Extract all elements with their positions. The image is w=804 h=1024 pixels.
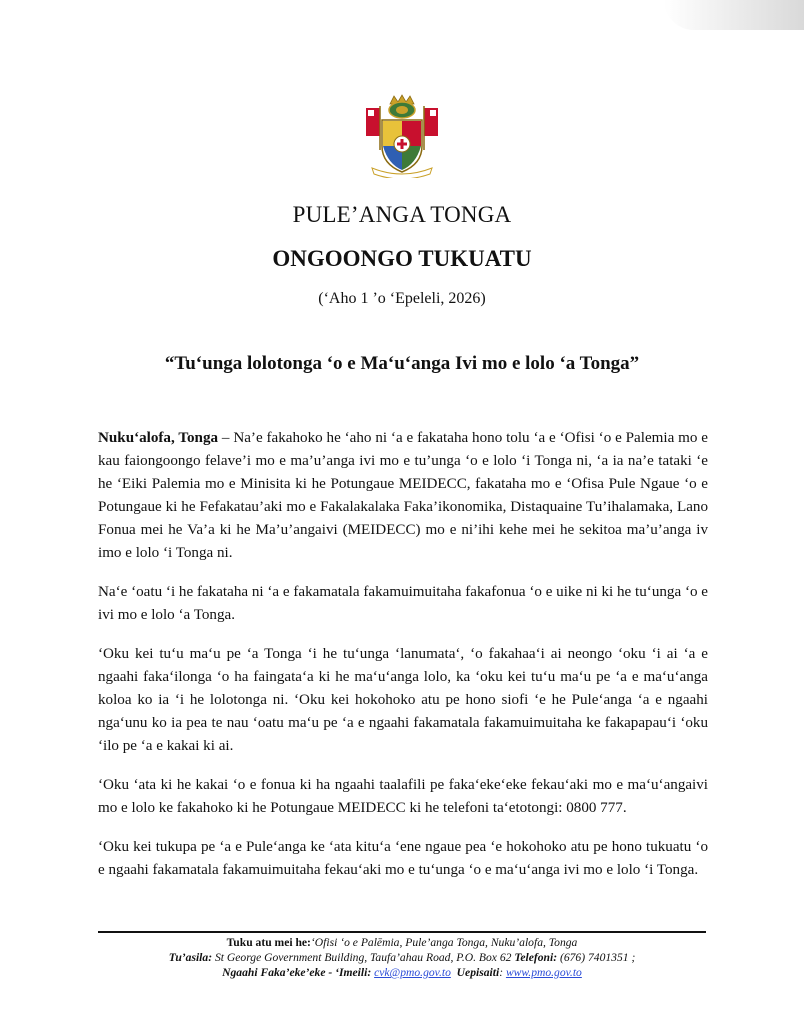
paragraph-5: ‘Oku kei tukupa pe ‘a e Pule‘anga ke ‘ata kitu‘a ‘ene ngaue pea ‘e hokohoko atu pe hono tukuatu ‘o e ngaahi fakamatala fakamuimuitaha fekau‘aki mo e tu‘unga ‘o e ma‘u‘anga ivi mo e lolo ‘i Tonga. [98,839,708,878]
tonga-coat-of-arms-icon [362,94,442,178]
contacts-label: Ngaahi Faka’eke’eke - ‘Imeili: [222,966,372,979]
footer-contact [98,935,706,980]
footer-line-issuer [98,935,706,950]
phone-value: (676) 7401351 ; [557,951,636,964]
phone-label: Telefoni: [514,951,558,964]
press-release-title: ONGOONGO TUKUATU [272,246,532,271]
release-date: (‘Aho 1 ’o ‘Epeleli, 2026) [318,290,486,307]
headline: “Tu‘unga lolotonga ‘o e Ma‘u‘anga Ivi mo e lolo ‘a Tonga” [164,353,640,374]
footer-divider [98,931,706,933]
address-label: Tu’asila: [168,951,213,964]
paragraph-4: ‘Oku ‘ata ki he kakai ‘o e fonua ki ha ngaahi taalafili pe faka‘eke‘eke fekau‘aki mo e ma‘u‘angaivi mo e lolo ke fakahoko ki he Potungaue MEIDECC ki he telefoni ta‘etotongi: 0800 777. [98,777,708,816]
paragraph-3: ‘Oku kei tu‘u ma‘u pe ‘a Tonga ‘i he tu‘unga ‘lanumata‘, ‘o fakahaa‘i ai neongo ‘oku ‘i ai ‘a e ngaahi faka‘ilonga ‘o ha faingata‘a ki he ma‘u‘anga lolo, ka ‘oku kei tu‘u ma‘u pe ‘a e ma‘u‘anga koloa ko ia ‘i he lolotonga ni. ‘Oku kei hokohoko atu pe hono siofi ‘e he Pule‘anga ‘a e ngaahi nga‘unu ko ia pea te nau ‘oatu ma‘u pe ‘a e ngaahi fakamatala fakamuimuitaha ke fakapapau‘i ‘oku ‘ilo pe ‘a e kakai ki ai. [98,646,708,754]
footer-line-address [98,950,706,965]
address-value: St George Government Building, Taufa’ahau Road, P.O. Box 62 [212,951,515,964]
paragraph-2: Na‘e ‘oatu ‘i he fakataha ni ‘a e fakamatala fakamuimuitaha fakafonua ‘o e uike ni ki he tu‘unga ‘o e ivi mo e lolo ‘a Tonga. [98,584,708,623]
website-separator: : [499,966,506,979]
paragraph-1-text: – Na’e fakahoko he ‘aho ni ‘a e fakataha hono tolu ‘a e ‘Ofisi ‘o e Palemia mo e kau faiongoongo felave’i mo e ma’u’anga ivi mo e tu’unga ‘o e lolo ‘i Tonga ni, ‘a ia na’e tataki ‘e he ‘Eiki Palemia mo e Minisita ki he Potungaue MEIDECC, fakataha mo e ‘Ofisa Pule Ngaue ‘o e Potungaue ki he Fefakatau’aki mo e Fakalakalaka Faka’ikonomika, Distaquaine Tu’ihalamaka, Lano Fonua mei he Va’a ki he Ma’u’angaivi (MEIDECC) mo e ni’ihi kehe mei he sekitoa ma’u’anga iv imo e lolo ‘i Tonga ni. [98,430,708,561]
dateline: Nuku‘alofa, Tonga [98,430,219,446]
issued-by-value: ‘Ofisi ‘o e Palēmia, Pule’anga Tonga, Nuku’alofa, Tonga [310,936,578,949]
article-body [98,427,708,898]
footer-line-contacts [98,965,706,980]
paragraph-1 [98,427,708,565]
issued-by-label: Tuku atu mei he: [226,936,311,949]
website-label: Uepisaiti [456,966,500,979]
email-link[interactable]: cvk@pmo.gov.to [374,966,451,979]
government-name: PULE’ANGA TONGA [292,202,512,227]
website-link[interactable]: www.pmo.gov.to [505,966,582,979]
